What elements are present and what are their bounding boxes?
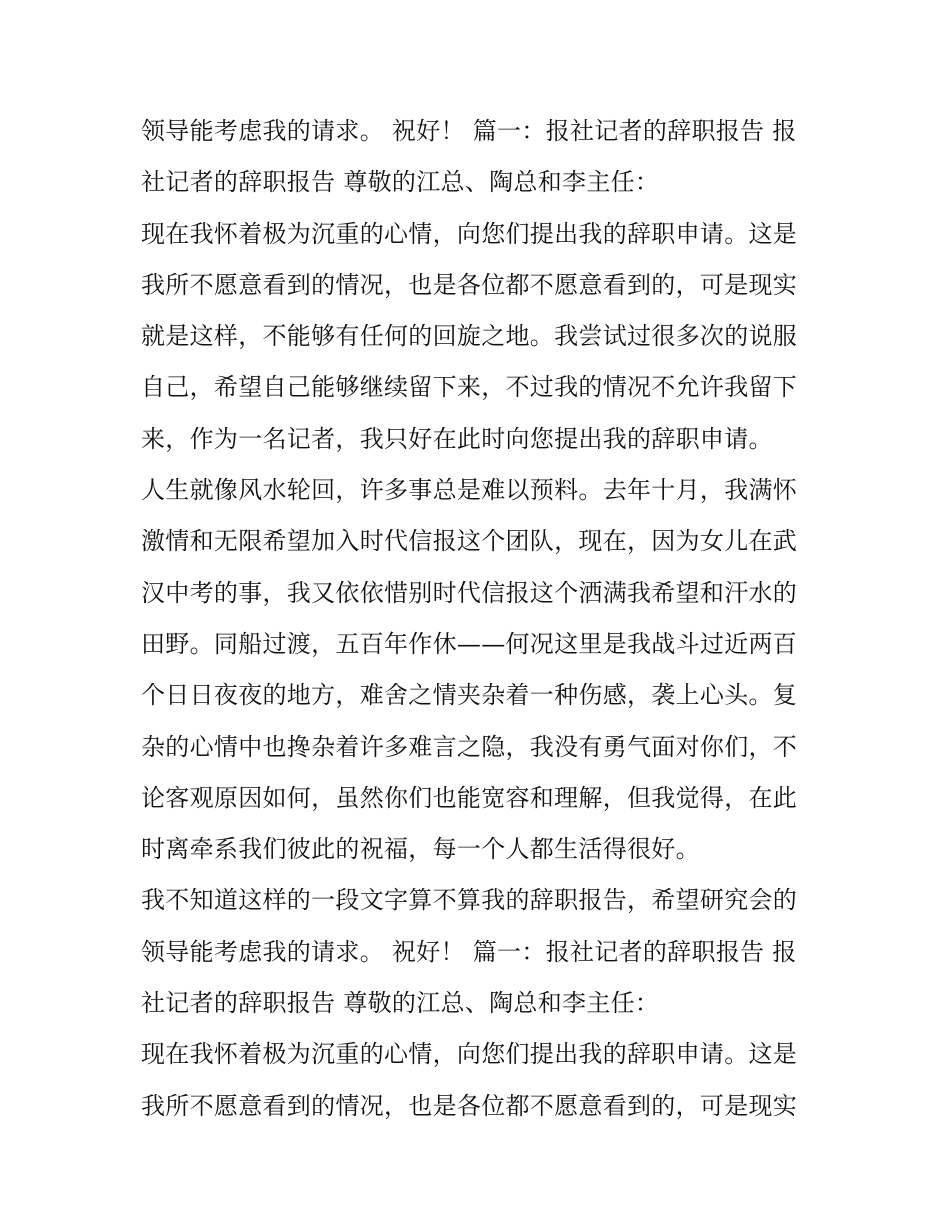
text-line-14: 论客观原因如何，虽然你们也能宽容和理解，但我觉得，在此 <box>141 783 798 812</box>
text-line-4: 我所不愿意看到的情况，也是各位都不愿意看到的，可是现实 <box>141 270 798 299</box>
text-line-18: 社记者的辞职报告 尊敬的江总、陶总和李主任： <box>141 989 660 1018</box>
text-line-15: 时离牵系我们彼此的祝福，每一个人都生活得很好。 <box>141 835 700 864</box>
text-line-10: 汉中考的事，我又依依惜别时代信报这个洒满我希望和汗水的 <box>141 578 798 607</box>
text-line-19: 现在我怀着极为沉重的心情，向您们提出我的辞职申请。这是 <box>141 1040 798 1069</box>
body-text <box>141 106 813 1132</box>
text-line-3: 现在我怀着极为沉重的心情，向您们提出我的辞职申请。这是 <box>141 219 798 248</box>
text-line-17: 领导能考虑我的请求。 祝好！ 篇一：报社记者的辞职报告 报 <box>141 937 797 966</box>
text-line-9: 激情和无限希望加入时代信报这个团队，现在，因为女儿在武 <box>141 527 798 556</box>
text-line-13: 杂的心情中也搀杂着许多难言之隐，我没有勇气面对你们，不 <box>141 732 798 761</box>
text-line-6: 自己，希望自己能够继续留下来，不过我的情况不允许我留下 <box>141 373 798 402</box>
text-line-8: 人生就像风水轮回，许多事总是难以预料。去年十月，我满怀 <box>141 476 798 505</box>
text-line-7: 来，作为一名记者，我只好在此时向您提出我的辞职申请。 <box>141 424 773 453</box>
text-line-20: 我所不愿意看到的情况，也是各位都不愿意看到的，可是现实 <box>141 1091 798 1120</box>
text-line-1: 领导能考虑我的请求。 祝好！ 篇一：报社记者的辞职报告 报 <box>141 117 797 145</box>
text-line-16: 我不知道这样的一段文字算不算我的辞职报告，希望研究会的 <box>141 886 798 915</box>
text-line-12: 个日日夜夜的地方，难舍之情夹杂着一种伤感，袭上心头。复 <box>141 681 798 710</box>
text-line-5: 就是这样，不能够有任何的回旋之地。我尝试过很多次的说服 <box>141 322 798 351</box>
text-line-11: 田野。同船过渡，五百年作休——何况这里是我战斗过近两百 <box>141 629 798 658</box>
text-line-2: 社记者的辞职报告 尊敬的江总、陶总和李主任： <box>141 168 660 197</box>
